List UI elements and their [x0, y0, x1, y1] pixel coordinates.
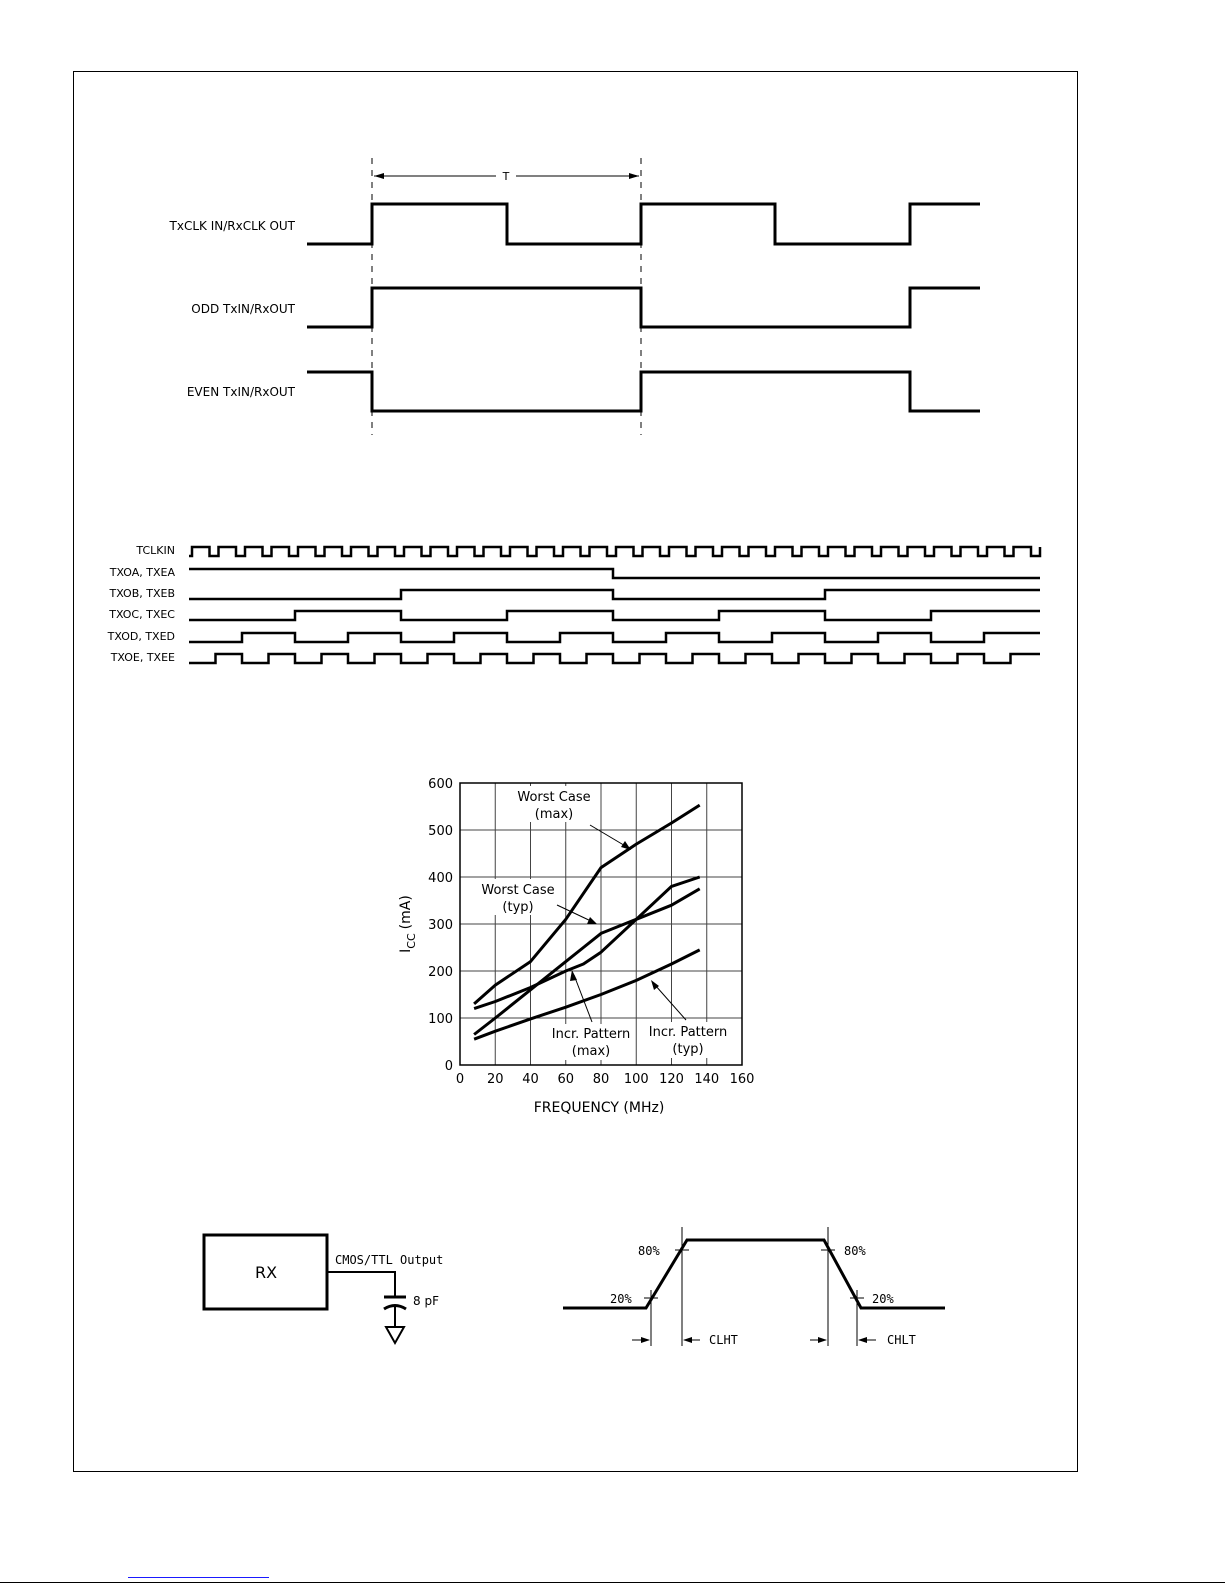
signal-label-txoe: TXOE, TXEE — [110, 651, 175, 664]
rise-time-label: CLHT — [709, 1333, 738, 1347]
signal-label-even: EVEN TxIN/RxOUT — [186, 385, 295, 399]
x-axis-label: FREQUENCY (MHz) — [533, 1100, 665, 1116]
annotation-incr-typ-line1: Incr. Pattern — [648, 1025, 728, 1040]
y-tick-label: 600 — [428, 777, 453, 792]
waveform-txob — [189, 590, 1040, 599]
timing-diagram-1 — [169, 158, 980, 435]
timing-diagram-2 — [107, 544, 1040, 664]
rx-label: RX — [254, 1263, 278, 1282]
x-tick-label: 120 — [659, 1072, 684, 1087]
y-tick-label: 0 — [444, 1059, 453, 1074]
x-tick-label: 40 — [522, 1072, 539, 1087]
annotation-worst-typ-line2: (typ) — [502, 900, 534, 915]
arrowhead-icon — [621, 841, 631, 850]
signal-label-odd: ODD TxIN/RxOUT — [191, 302, 295, 316]
output-wire — [327, 1272, 395, 1296]
waveform-txod — [189, 633, 1040, 642]
signal-label-txoc: TXOC, TXEC — [109, 608, 175, 621]
y-tick-label: 200 — [428, 965, 453, 980]
arrowhead-icon — [374, 173, 384, 179]
signal-label-txob: TXOB, TXEB — [109, 587, 175, 600]
waveform-txoa — [189, 569, 1040, 578]
arrowhead-icon — [818, 1337, 827, 1343]
icc-chart — [398, 777, 754, 1116]
x-tick-label: 20 — [486, 1072, 504, 1087]
x-tick-label: 100 — [623, 1072, 649, 1087]
arrowhead-icon — [683, 1337, 692, 1343]
label-20-right: 20% — [872, 1292, 894, 1306]
bottom-rule — [0, 1582, 1225, 1583]
annotation-incr-typ-line2: (typ) — [672, 1042, 704, 1057]
annotation-pointer — [590, 825, 627, 847]
fall-time-label: CHLT — [887, 1333, 916, 1347]
annotation-worst-max-line1: Worst Case — [517, 790, 591, 805]
signal-label-tclkin: TCLKIN — [136, 544, 175, 557]
waveform-odd — [307, 288, 980, 327]
arrowhead-icon — [570, 970, 577, 981]
label-20-left: 20% — [610, 1292, 632, 1306]
footer-link[interactable] — [128, 1577, 269, 1578]
period-label: T — [502, 170, 510, 183]
y-tick-label: 100 — [428, 1012, 453, 1027]
signal-label-txoa: TXOA, TXEA — [109, 566, 175, 579]
x-tick-label: 160 — [729, 1072, 755, 1087]
annotation-incr-max-line1: Incr. Pattern — [551, 1027, 631, 1042]
output-label: CMOS/TTL Output — [335, 1253, 444, 1267]
waveform-even — [307, 372, 980, 411]
annotation-pointer — [655, 985, 686, 1020]
ground-icon — [386, 1327, 404, 1343]
x-tick-label: 0 — [455, 1072, 465, 1087]
annotation-incr-max-line2: (max) — [571, 1044, 611, 1059]
y-tick-label: 300 — [428, 918, 453, 933]
annotation-worst-max-line2: (max) — [534, 807, 574, 822]
waveform-txoe — [189, 654, 1040, 663]
annotation-worst-typ-line1: Worst Case — [481, 883, 555, 898]
x-tick-label: 60 — [557, 1072, 575, 1087]
y-tick-label: 400 — [428, 871, 453, 886]
x-tick-label: 80 — [592, 1072, 610, 1087]
x-tick-label: 140 — [694, 1072, 720, 1087]
arrowhead-icon — [858, 1337, 867, 1343]
rise-fall-diagram — [563, 1227, 945, 1347]
arrowhead-icon — [587, 917, 597, 924]
waveform-tclkin — [189, 547, 1040, 556]
label-80-left: 80% — [638, 1244, 660, 1258]
waveform-txclk — [307, 204, 980, 244]
load-circuit — [204, 1235, 443, 1343]
arrowhead-icon — [629, 173, 639, 179]
signal-label-txclk: TxCLK IN/RxCLK OUT — [169, 219, 295, 233]
arrowhead-icon — [641, 1337, 650, 1343]
y-axis-label: $I_{CC}(mA)$ — [398, 895, 418, 953]
label-80-right: 80% — [844, 1244, 866, 1258]
capacitor-label: 8 pF — [413, 1294, 439, 1308]
signal-label-txod: TXOD, TXED — [107, 630, 175, 643]
waveform-txoc — [189, 611, 1040, 620]
y-tick-label: 500 — [428, 824, 453, 839]
